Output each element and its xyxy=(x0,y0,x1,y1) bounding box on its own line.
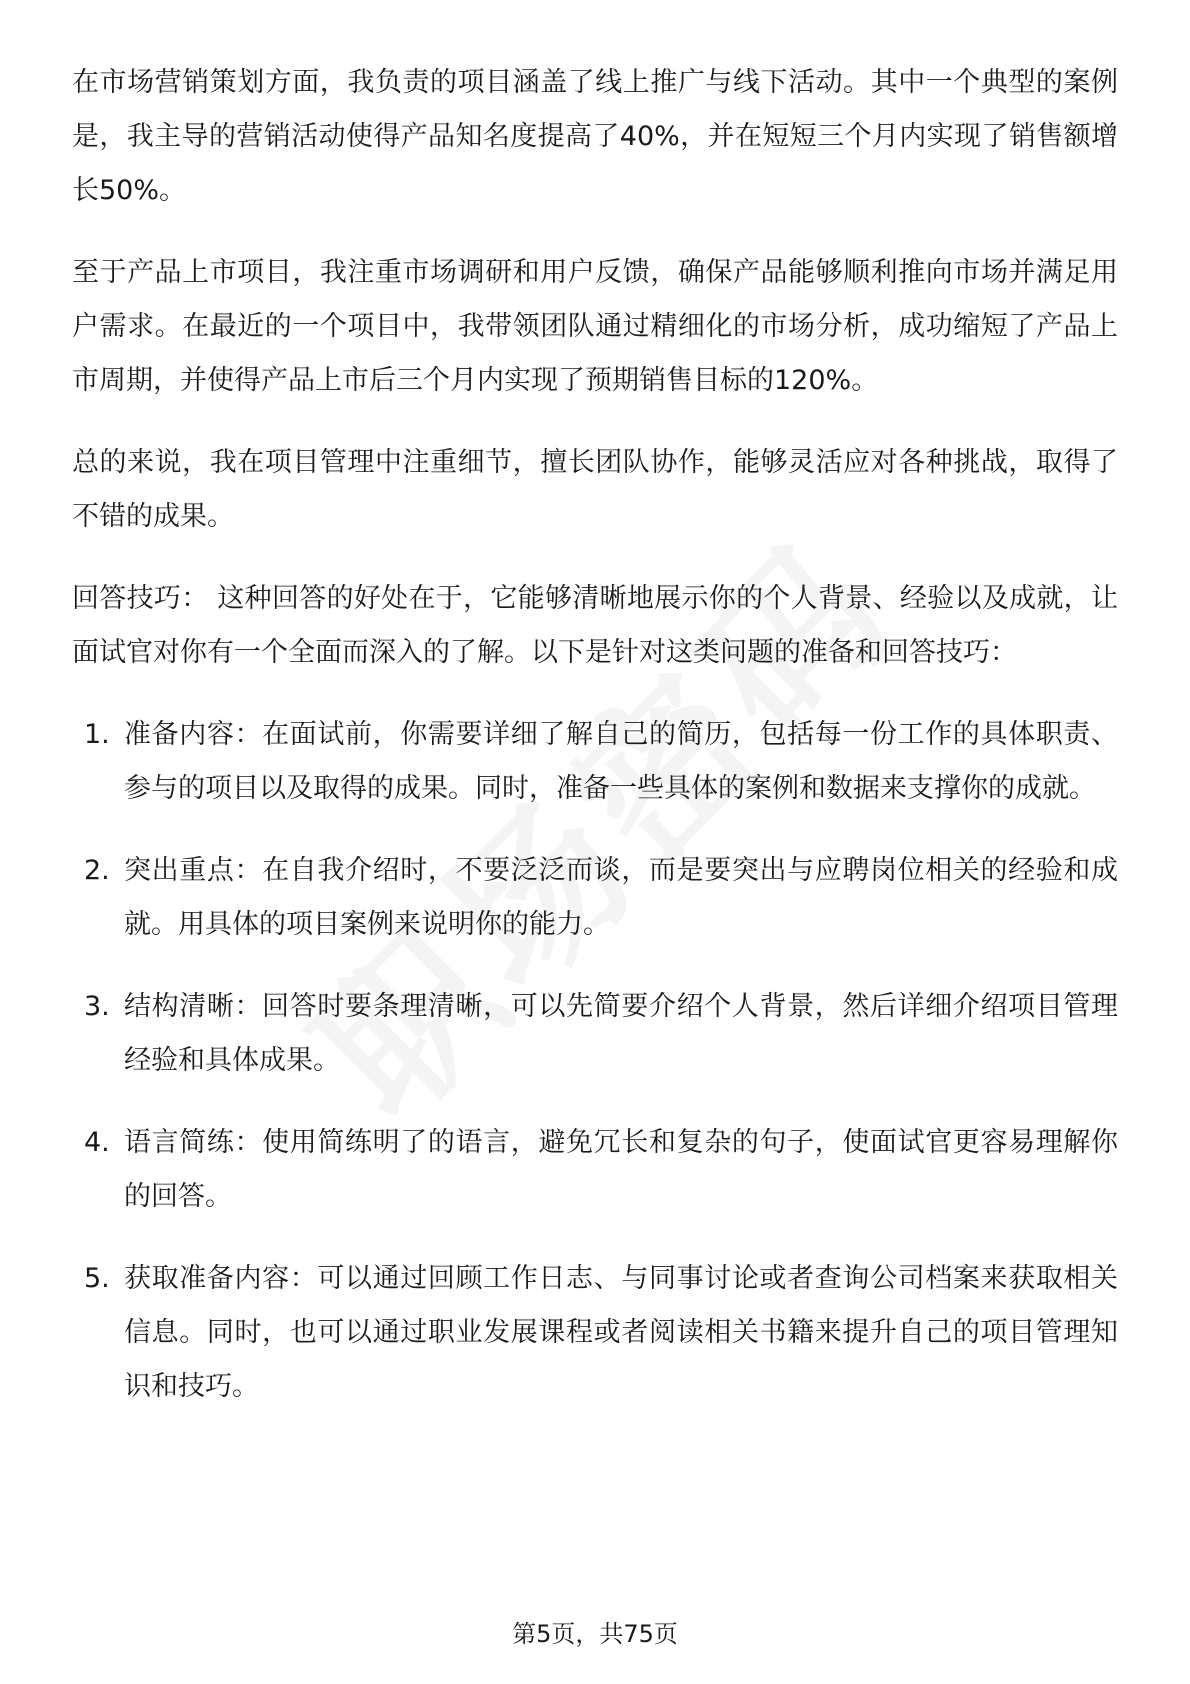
list-item-number: 5. xyxy=(84,1263,110,1294)
paragraph-product-launch: 至于产品上市项目，我注重市场调研和用户反馈，确保产品能够顺利推向市场并满足用户需求。在最近的一个项目中，我带领团队通过精细化的市场分析，成功缩短了产品上市周期，并使得产品上市后三个月内实现了预期销售目标的120%。 xyxy=(72,257,1118,396)
list-item-text: 突出重点：在自我介绍时，不要泛泛而谈，而是要突出与应聘岗位相关的经验和成就。用具体的项目案例来说明你的能力。 xyxy=(124,855,1118,940)
list-item xyxy=(72,844,1118,952)
list-item-text: 结构清晰：回答时要条理清晰，可以先简要介绍个人背景，然后详细介绍项目管理经验和具体成果。 xyxy=(124,991,1118,1076)
list-item xyxy=(72,1116,1118,1224)
list-item xyxy=(72,980,1118,1088)
list-item-number: 3. xyxy=(84,991,110,1022)
paragraph-marketing: 在市场营销策划方面，我负责的项目涵盖了线上推广与线下活动。其中一个典型的案例是，我主导的营销活动使得产品知名度提高了40%，并在短短三个月内实现了销售额增长50%。 xyxy=(72,67,1118,206)
list-item-text: 获取准备内容：可以通过回顾工作日志、与同事讨论或者查询公司档案来获取相关信息。同时，也可以通过职业发展课程或者阅读相关书籍来提升自己的项目管理知识和技巧。 xyxy=(124,1263,1118,1402)
page-number: 第5页，共75页 xyxy=(512,1620,678,1648)
document-body xyxy=(72,56,1118,1442)
tips-list xyxy=(72,708,1118,1414)
list-item-number: 4. xyxy=(84,1127,110,1158)
list-item-number: 2. xyxy=(84,855,110,886)
paragraph-answer-tips: 回答技巧： 这种回答的好处在于，它能够清晰地展示你的个人背景、经验以及成就，让面试官对你有一个全面而深入的了解。以下是针对这类问题的准备和回答技巧： xyxy=(72,583,1118,668)
list-item-number: 1. xyxy=(84,719,110,750)
paragraph-summary: 总的来说，我在项目管理中注重细节，擅长团队协作，能够灵活应对各种挑战，取得了不错的成果。 xyxy=(72,447,1118,532)
list-item-text: 语言简练：使用简练明了的语言，避免冗长和复杂的句子，使面试官更容易理解你的回答。 xyxy=(124,1127,1118,1212)
list-item xyxy=(72,708,1118,816)
list-item-text: 准备内容：在面试前，你需要详细了解自己的简历，包括每一份工作的具体职责、参与的项目以及取得的成果。同时，准备一些具体的案例和数据来支撑你的成就。 xyxy=(124,719,1118,804)
list-item xyxy=(72,1252,1118,1414)
